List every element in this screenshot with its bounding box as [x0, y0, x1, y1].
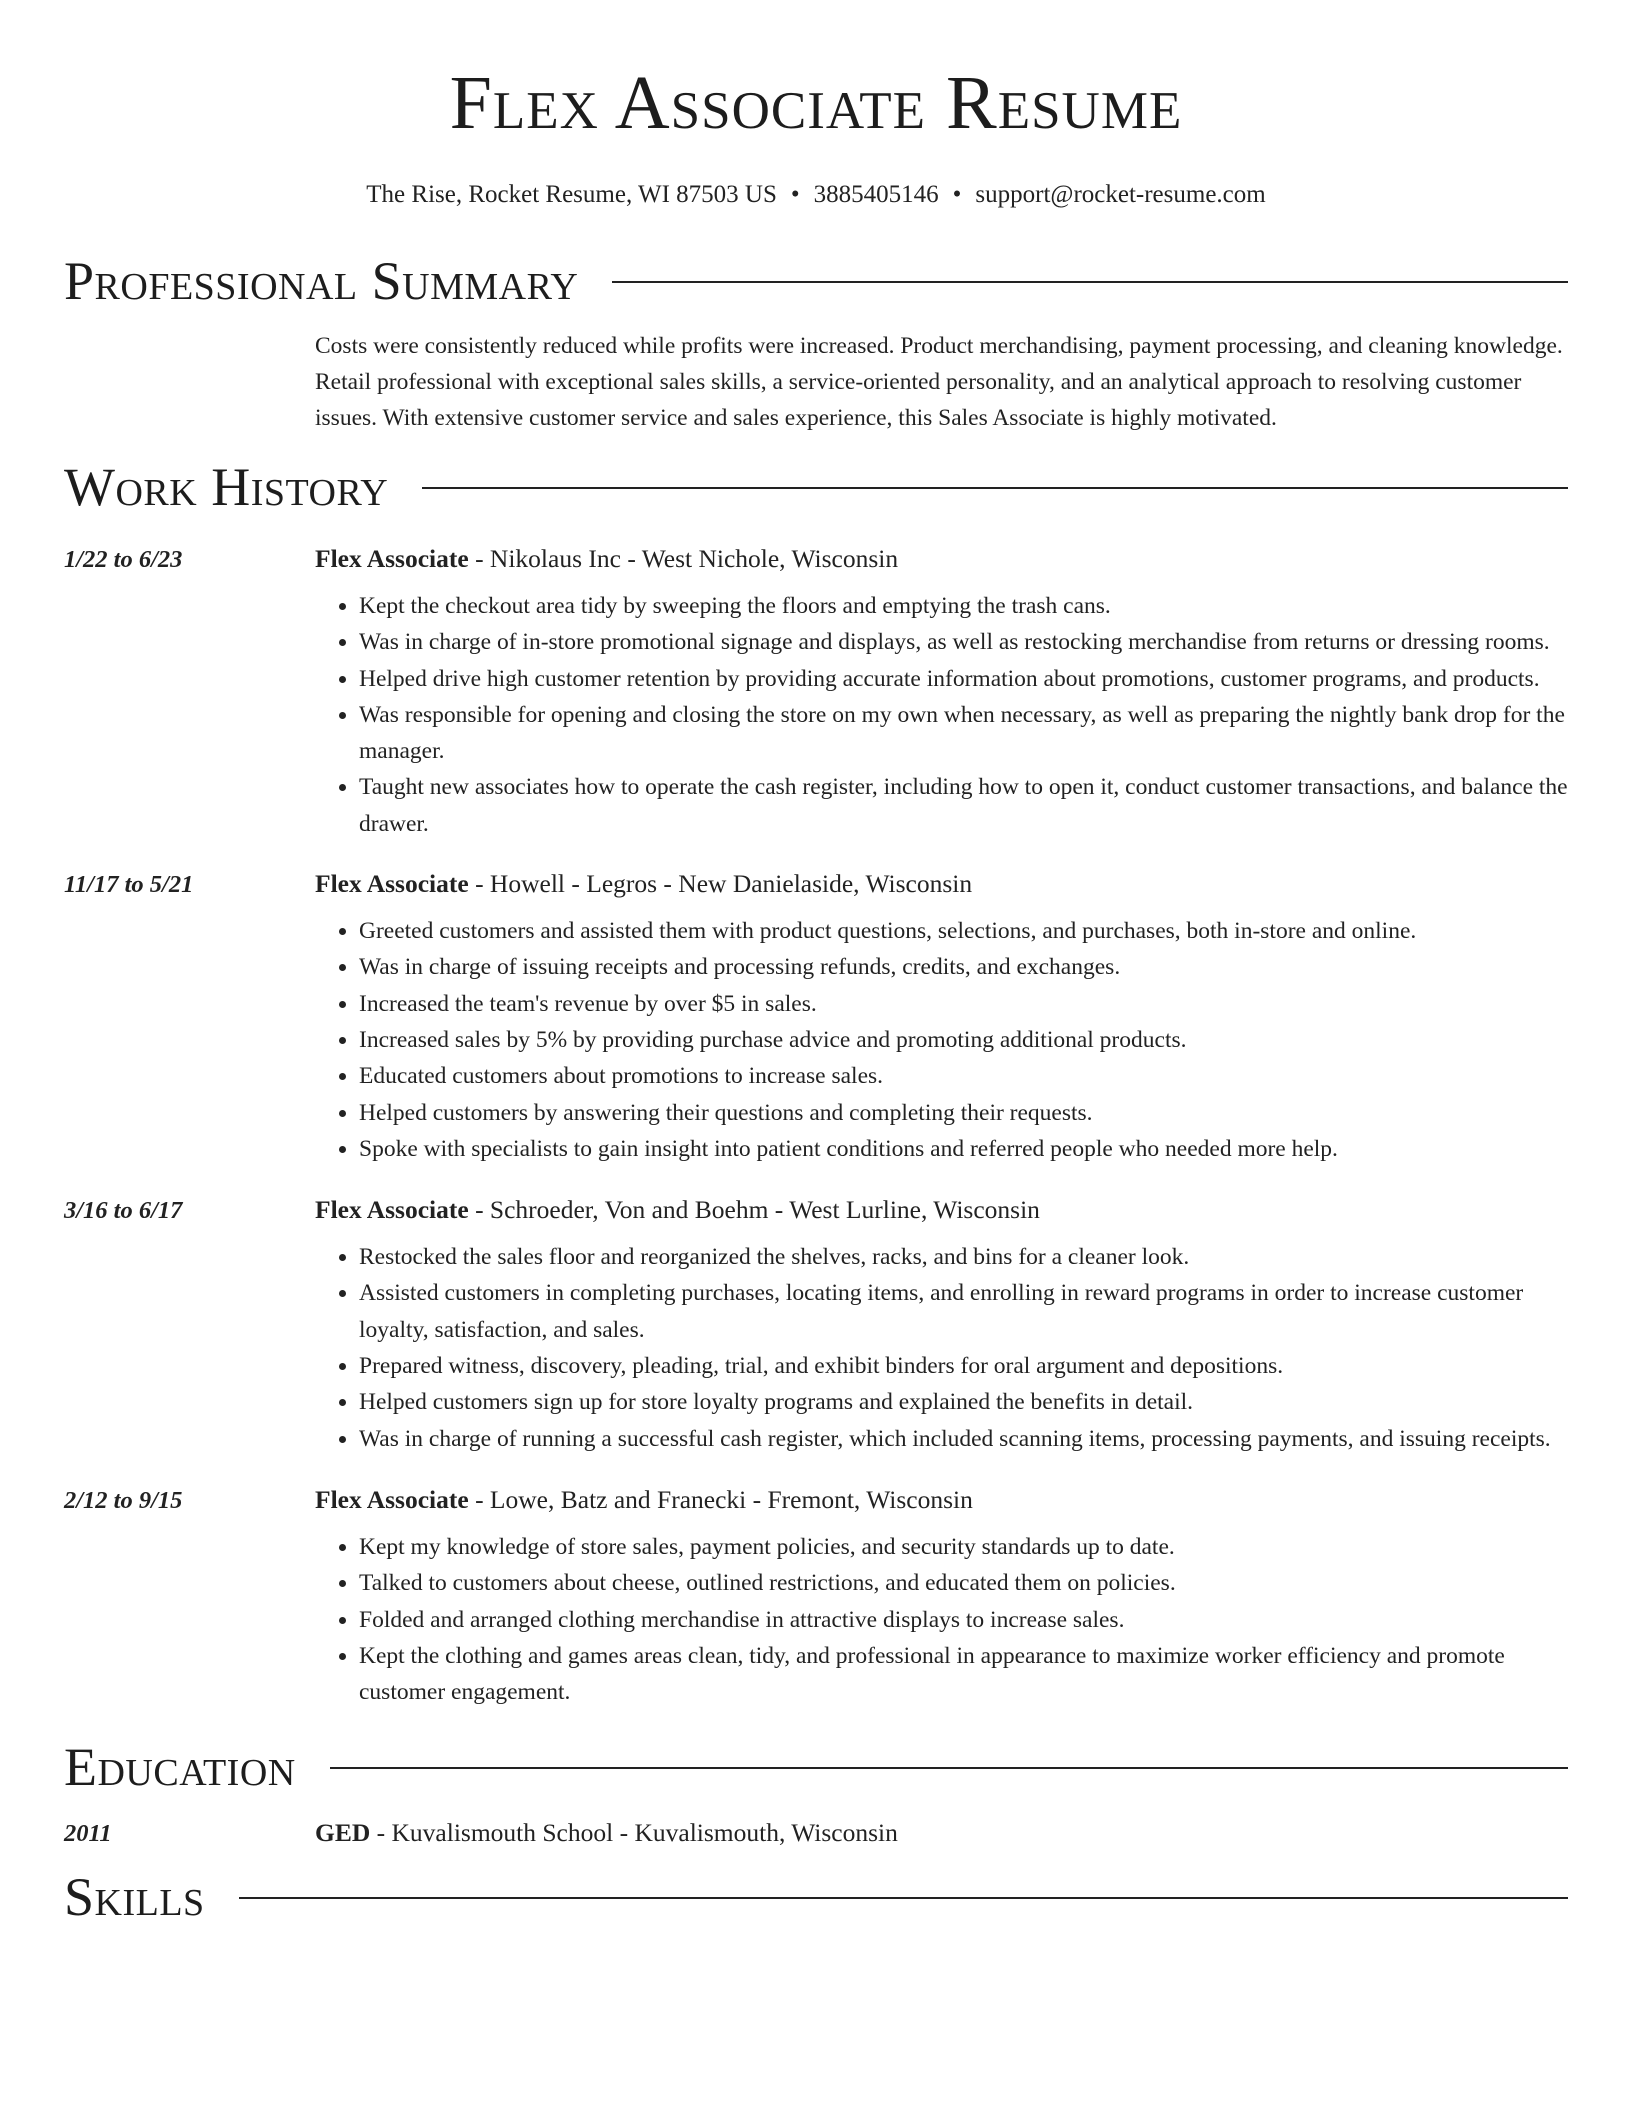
section-divider: [239, 1897, 1568, 1899]
education-degree: GED: [315, 1818, 371, 1848]
job-dates: 3/16 to 6/17: [64, 1197, 183, 1225]
job-entry: [64, 544, 1568, 842]
job-bullet: • Was in charge of running a successful cash register, which included scanning items, processing payments, and issuing receipts.: [359, 1421, 1568, 1457]
section-work-history: [64, 452, 1568, 522]
job-role: Flex Associate: [315, 544, 469, 573]
job-title-line: [315, 1485, 973, 1515]
section-professional-summary: [64, 246, 1568, 316]
job-bullets: [315, 1529, 1568, 1710]
page-title: Flex Associate Resume: [449, 61, 1183, 145]
job-bullet: • Prepared witness, discovery, pleading, trial, and exhibit binders for oral argument and depositions.: [359, 1348, 1568, 1384]
education-school-location: - Kuvalismouth School - Kuvalismouth, Wisconsin: [370, 1818, 898, 1848]
job-bullet: • Increased sales by 5% by providing purchase advice and promoting additional products.: [359, 1022, 1568, 1058]
job-company-location: - Nikolaus Inc - West Nichole, Wisconsin: [468, 544, 899, 573]
contact-email: support@rocket-resume.com: [975, 181, 1266, 208]
section-heading: Education: [64, 1737, 296, 1798]
job-bullet: • Taught new associates how to operate the cash register, including how to open it, conduct customer transactions, and balance the drawer.: [359, 769, 1568, 842]
contact-address: The Rise, Rocket Resume, WI 87503 US: [366, 181, 777, 208]
job-bullet: • Kept the clothing and games areas clean, tidy, and professional in appearance to maximize worker efficiency and promote customer engagement.: [359, 1638, 1568, 1711]
contact-line: [0, 180, 1632, 210]
job-header-row: [64, 1485, 1568, 1515]
job-bullet: • Helped customers by answering their questions and completing their requests.: [359, 1095, 1568, 1131]
summary-text: Costs were consistently reduced while profits were increased. Product merchandising, payment processing, and cleaning knowledge. Retail professional with exceptional sales skills, a service-oriented personality, and an analytical approach to resolving customer issues. With extensive customer service and sales experience, this Sales Associate is highly motivated.: [315, 333, 1563, 431]
job-company-location: - Lowe, Batz and Franecki - Fremont, Wisconsin: [468, 1484, 973, 1514]
section-divider: [330, 1767, 1568, 1769]
job-bullet: • Assisted customers in completing purchases, locating items, and enrolling in reward programs in order to increase customer loyalty, satisfaction, and sales.: [359, 1275, 1568, 1348]
job-bullet: • Helped drive high customer retention by providing accurate information about promotions, customer programs, and products.: [359, 661, 1568, 697]
section-heading: Skills: [64, 1867, 205, 1928]
job-title-line: [315, 544, 898, 574]
job-bullet: • Folded and arranged clothing merchandise in attractive displays to increase sales.: [359, 1602, 1568, 1638]
job-header-row: [64, 544, 1568, 574]
job-role: Flex Associate: [315, 869, 469, 899]
job-dates: 1/22 to 6/23: [64, 546, 183, 573]
job-bullet: • Kept the checkout area tidy by sweeping the floors and emptying the trash cans.: [359, 588, 1568, 624]
job-entry: [64, 869, 1568, 1167]
section-heading: Work History: [64, 457, 389, 517]
education-year: 2011: [64, 1820, 112, 1848]
job-dates: 2/12 to 9/15: [64, 1486, 183, 1514]
job-bullets: [315, 1239, 1568, 1457]
job-bullets: [315, 588, 1568, 842]
section-heading: Professional Summary: [64, 251, 579, 311]
job-bullets: [315, 913, 1568, 1167]
job-role: Flex Associate: [315, 1484, 469, 1514]
job-company-location: - Schroeder, Von and Boehm - West Lurline, Wisconsin: [468, 1195, 1040, 1225]
job-header-row: [64, 1195, 1568, 1225]
job-bullet: • Increased the team's revenue by over $5 in sales.: [359, 986, 1568, 1022]
job-bullet: • Kept my knowledge of store sales, payment policies, and security standards up to date.: [359, 1529, 1568, 1565]
job-title-line: [315, 869, 972, 899]
job-dates: 11/17 to 5/21: [64, 871, 194, 899]
education-entry: [64, 1818, 1568, 1848]
section-divider: [612, 281, 1568, 283]
job-header-row: [64, 869, 1568, 899]
job-title-line: [315, 1195, 1040, 1225]
education-line: [315, 1818, 898, 1848]
job-bullet: • Was in charge of in-store promotional signage and displays, as well as restocking merchandise from returns or dressing rooms.: [359, 624, 1568, 660]
job-bullet: • Restocked the sales floor and reorganized the shelves, racks, and bins for a cleaner look.: [359, 1239, 1568, 1275]
job-company-location: - Howell - Legros - New Danielaside, Wisconsin: [468, 869, 973, 899]
job-bullet: • Helped customers sign up for store loyalty programs and explained the benefits in detail.: [359, 1384, 1568, 1420]
education-row: [64, 1818, 1568, 1848]
job-entry: [64, 1485, 1568, 1710]
job-bullet: • Was in charge of issuing receipts and processing refunds, credits, and exchanges.: [359, 949, 1568, 985]
contact-separator: •: [952, 181, 962, 208]
job-bullet: • Educated customers about promotions to increase sales.: [359, 1058, 1568, 1094]
contact-phone: 3885405146: [813, 181, 939, 208]
contact-separator: •: [790, 181, 800, 208]
job-bullet: • Talked to customers about cheese, outlined restrictions, and educated them on policies.: [359, 1565, 1568, 1601]
section-skills: [64, 1862, 1568, 1932]
job-entry: [64, 1195, 1568, 1457]
job-bullet: • Was responsible for opening and closing the store on my own when necessary, as well as preparing the nightly bank drop for the manager.: [359, 697, 1568, 770]
job-role: Flex Associate: [315, 1195, 469, 1225]
section-education: [64, 1732, 1568, 1802]
job-bullet: • Greeted customers and assisted them with product questions, selections, and purchases, both in-store and online.: [359, 913, 1568, 949]
job-bullet: • Spoke with specialists to gain insight into patient conditions and referred people who needed more help.: [359, 1131, 1568, 1167]
section-divider: [422, 487, 1568, 489]
